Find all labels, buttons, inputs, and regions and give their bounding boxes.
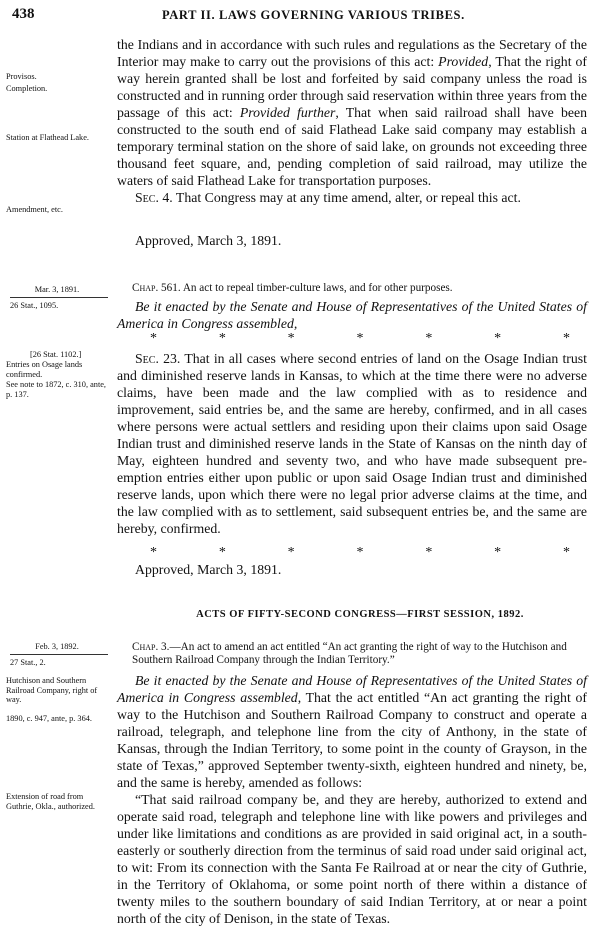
- margin-provisos: Provisos.: [6, 72, 37, 81]
- chap-561-heading: Chap. 561. An act to repeal timber-culture laws, and for other purposes.: [132, 282, 453, 294]
- page-number: 438: [12, 6, 35, 22]
- section-flathead-text: [117, 36, 587, 206]
- margin-see-note: See note to 1872, c. 310, ante, p. 137.: [6, 380, 107, 399]
- chap-561-enacting: Be it enacted by the Senate and House of Representatives of the United States of America in Congress assembled,: [117, 299, 587, 331]
- margin-amendment: Amendment, etc.: [6, 205, 63, 214]
- chap-3-body: Be it enacted by the Senate and House of Representatives of the United States of America in Congress assembled, That the act entitled “An act granting the right of way to the Hutchison and Southern Railroad Company to construct and operate a railroad, telegraph, and telephone line from the city of Anthony, in the state of Kansas, through the Indian Territory, to some point in the county of Grayson, in the state of Texas,” approved September twenty-sixth, eighteen hundred and ninety, be, and the same is hereby, amended as follows: “That said railroad company be, and they are hereby, authorized to extend and operate said road, telegraph and telephone line with like powers and privileges and under like limitations and conditions as are provided in said original act, in a south-easterly or southerly direction from the terminus of said road under said original act, to wit: From its connection with the Santa Fe Railroad at or near the city of Guthrie, in the Territory of Oklahoma, or some point north of there within a distance of twenty miles to the southern boundary of said Indian Territory, at or near a point north of the city of Denison, in the state of Texas.: [117, 673, 587, 926]
- margin-date-2: Feb. 3, 1892.: [35, 642, 79, 651]
- chap-3-heading: Chap. 3.—An act to amend an act entitled “An act granting the right of way to the Hutchison and Southern Railroad Company through the Indian Territory.”: [132, 641, 567, 666]
- acts-heading: ACTS OF FIFTY-SECOND CONGRESS—FIRST SESSION, 1892.: [196, 609, 524, 620]
- margin-extension: Extension of road from Guthrie, Okla., authorized.: [6, 792, 95, 811]
- approved-1: Approved, March 3, 1891.: [135, 233, 282, 248]
- margin-rule-2: [10, 654, 108, 655]
- sec4-paragraph: Sec. 4. That Congress may at any time amend, alter, or repeal this act.: [135, 190, 521, 205]
- ellipsis-stars-2: * * * * * * *: [150, 545, 570, 560]
- sec23-text: Sec. 23. That in all cases where second entries of land on the Osage Indian trust and diminished reserve lands in Kansas, to which at the time there were no adverse claims, have been made and the law complied with as to residence and improvement, said entries be, and the same are hereby, confirmed, and in all cases where persons were actual settlers and residing upon their claims upon said Osage Indian trust and diminished reserve lands in the State of Kansas on the ninth day of May, eighteen hundred and seventy two, and who have made subsequent pre-emption entries either upon public or upon said Osage Indian trust and diminished reserve lands, upon which there were no legal prior adverse claims at the time, and the law complied with as to settlement, said subsequent entries be, and the same are hereby, confirmed.: [117, 351, 587, 536]
- margin-stat-1: 26 Stat., 1095.: [10, 301, 59, 310]
- margin-station: Station at Flathead Lake.: [6, 133, 89, 142]
- margin-entries: Entries on Osage lands confirmed.: [6, 360, 83, 379]
- margin-ref-1890: 1890, c. 947, ante, p. 364.: [6, 714, 92, 723]
- running-title: PART II. LAWS GOVERNING VARIOUS TRIBES.: [162, 8, 465, 22]
- margin-hutchison: Hutchison and Southern Railroad Company, right of way.: [6, 676, 98, 705]
- ellipsis-stars-1: * * * * * * *: [150, 331, 570, 346]
- chap-3-quote: “That said railroad company be, and they are hereby, authorized to extend and operate said road, telegraph and telephone line with like powers and privileges and under like limitations and conditions as are provided in said original act, in a south-easterly or southerly direction from the terminus of said road under said original act, to wit: From its connection with the Santa Fe Railroad at or near the city of Guthrie, in the Territory of Oklahoma, or some point north of there within a distance of twenty miles to the southern boundary of said Indian Territory, at or near a point north of the city of Denison, in the state of Texas.: [117, 792, 587, 926]
- flathead-paragraph: the Indians and in accordance with such rules and regulations as the Secretary of the Interior may make to carry out the provisions of this act: Provided, That the right of way herein granted shall be lost and forfeited by said company unless the road is constructed and in running order through said reservation within three years from the passage of this act: Provided further, That when said railroad shall have been constructed to the south end of said Flathead Lake said company may establish a temporary terminal station on the shore of said lake, on grounds not exceeding three thousand feet square, and, pending completion of said railroad, may utilize the waters of said Flathead Lake for transportation purposes.: [117, 37, 588, 188]
- margin-stat-2: 27 Stat., 2.: [10, 658, 46, 667]
- margin-stat-ref: [26 Stat. 1102.]: [30, 350, 82, 359]
- approved-2: Approved, March 3, 1891.: [135, 562, 282, 577]
- margin-rule-1: [10, 297, 108, 298]
- margin-completion: Completion.: [6, 84, 48, 93]
- margin-date-1: Mar. 3, 1891.: [34, 285, 80, 294]
